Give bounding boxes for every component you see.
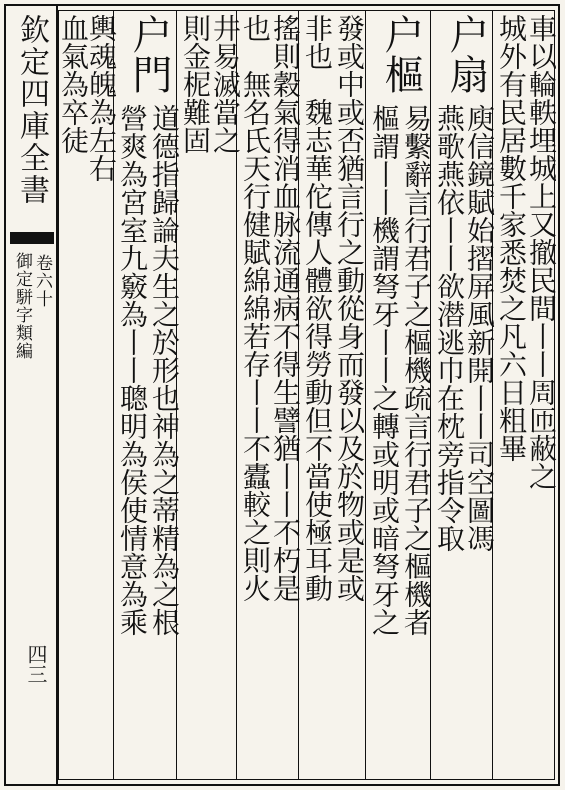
text-line: 城外有民居數千家悉焚之凡六日粗畢 [495, 14, 528, 462]
text-line: 非也 魏志華佗傳人體欲得勞動但不當使極耳動 [301, 14, 334, 602]
text-line: 血氣為卒徒 [57, 14, 90, 154]
text-line: 也 無名氏天行健賦綿綿若存丨丨不蠹較之則火 [239, 14, 272, 602]
book-title: 欽定四庫全書 [14, 14, 49, 206]
text-line: 搖則穀氣得消血脉流通病不得生譬猶丨丨不朽是 [269, 14, 302, 602]
text-column-5 [238, 14, 302, 774]
text-column-1 [494, 14, 558, 774]
entry-headword: 户扇 [443, 14, 489, 94]
text-line: 營爽為宮室九竅為丨丨聰明為侯使情意為乘 [116, 104, 149, 636]
text-line: 易繫辭言行君子之樞機疏言行君子之樞機者 [400, 104, 433, 636]
book-subtitle: 御定駢字類編 [12, 252, 32, 360]
volume-label: 卷六十 [32, 254, 52, 308]
entry-headword: 户樞 [378, 14, 424, 94]
text-line: 則金柅難固 [179, 14, 212, 154]
text-line: 樞謂丨丨機謂弩牙丨丨之轉或明或暗弩牙之 [368, 104, 401, 636]
text-line: 燕歌燕依丨丨欲潜逃巾在枕旁指令取 [433, 104, 466, 552]
text-line: 輿魂魄為左右 [85, 14, 118, 182]
text-column-7 [115, 14, 181, 774]
text-column-6 [178, 14, 242, 774]
text-line: 發或中或否猶言行之動從身而發以及於物或是或 [333, 14, 366, 602]
text-column-4 [300, 14, 364, 774]
entry-headword: 户門 [126, 14, 172, 94]
text-column-8 [57, 14, 118, 774]
text-line: 井易滅當之 [209, 14, 242, 154]
text-column-2 [432, 14, 496, 774]
text-line: 車以輪軼埋城上又撤民間丨丨周匝蔽之 [525, 14, 558, 490]
text-column-3 [367, 14, 433, 774]
left-gutter [4, 4, 58, 786]
black-fishtail-mark [10, 232, 54, 244]
page-number: 四三 [24, 644, 48, 684]
text-line: 道德指歸論夫生之於形也神為之蒂精為之根 [148, 104, 181, 636]
text-line: 庾信鏡賦始摺屏風新開丨丨司空圖馮 [463, 104, 496, 552]
